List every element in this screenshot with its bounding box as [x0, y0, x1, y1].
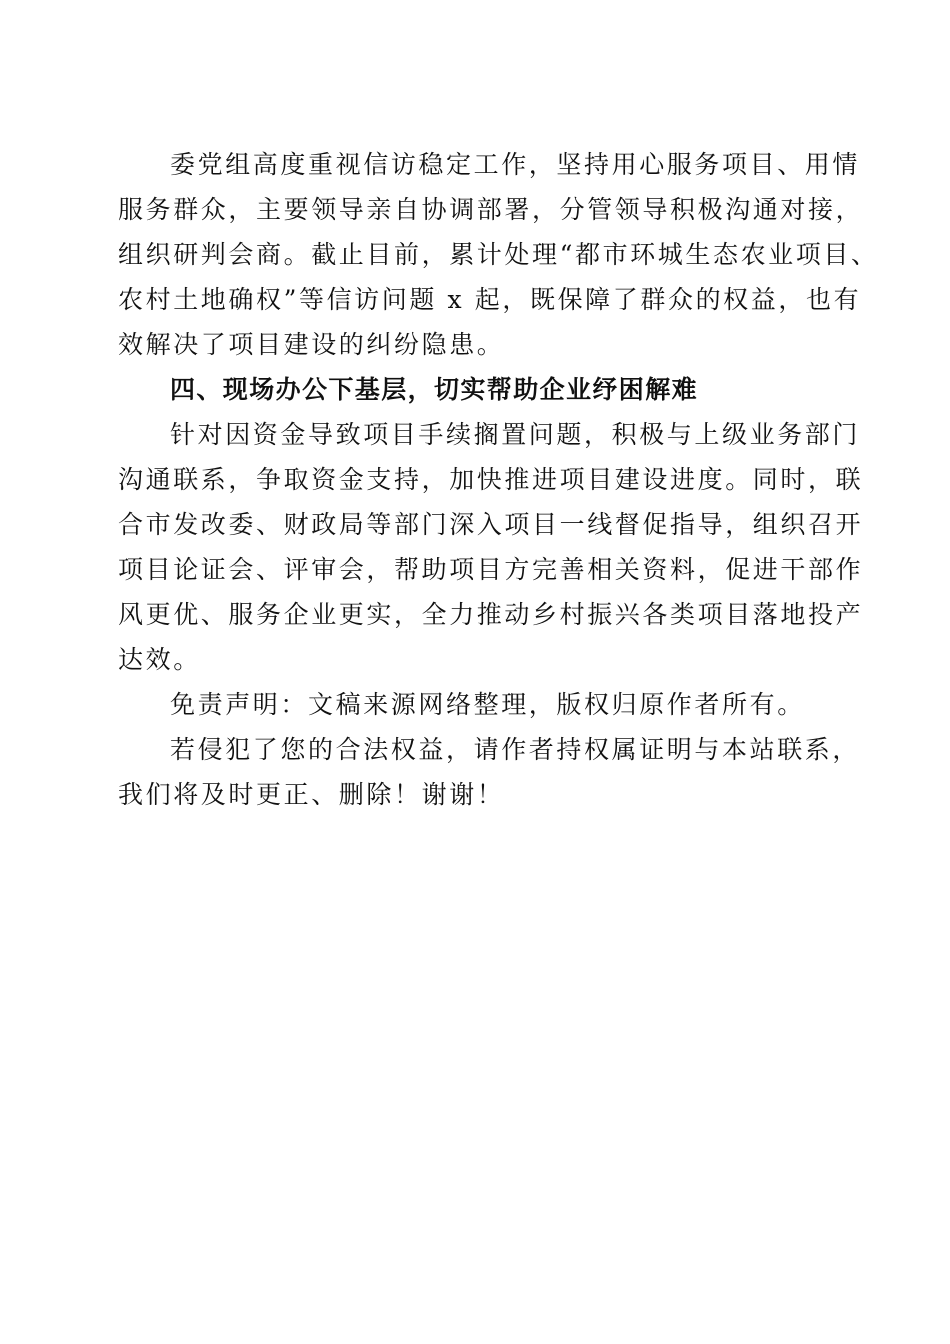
paragraph-petition-stability [118, 142, 879, 367]
disclaimer-statement [118, 682, 838, 727]
paragraph-line: 达效。 [118, 645, 201, 674]
section-heading-4: 四、现场办公下基层，切实帮助企业纾困解难 [170, 375, 699, 404]
disclaimer-line: 免责声明：文稿来源网络整理，版权归原作者所有。 [170, 690, 805, 719]
disclaimer-line: 若侵犯了您的合法权益，请作者持权属证明与本站联系， [170, 735, 861, 764]
disclaimer-contact [118, 727, 861, 817]
paragraph-line: 针对因资金导致项目手续搁置问题，积极与上级业务部门 [170, 420, 861, 449]
paragraph-onsite-office [118, 412, 864, 682]
paragraph-line: 效解决了项目建设的纠纷隐患。 [118, 330, 505, 359]
paragraph-line: 组织研判会商。截止目前，累计处理“都市环城生态农业项目、 [118, 240, 879, 269]
document-page [118, 142, 879, 817]
disclaimer-line: 我们将及时更正、删除！谢谢！ [118, 780, 505, 809]
paragraph-line: 农村土地确权”等信访问题 x 起，既保障了群众的权益，也有 [118, 285, 862, 314]
paragraph-line: 项目论证会、评审会，帮助项目方完善相关资料，促进干部作 [118, 555, 864, 584]
paragraph-line: 沟通联系，争取资金支持，加快推进项目建设进度。同时，联 [118, 465, 864, 494]
paragraph-line: 服务群众，主要领导亲自协调部署，分管领导积极沟通对接， [118, 195, 864, 224]
paragraph-line: 合市发改委、财政局等部门深入项目一线督促指导，组织召开 [118, 510, 864, 539]
paragraph-line: 风更优、服务企业更实，全力推动乡村振兴各类项目落地投产 [118, 600, 864, 629]
paragraph-line: 委党组高度重视信访稳定工作，坚持用心服务项目、用情 [170, 150, 861, 179]
